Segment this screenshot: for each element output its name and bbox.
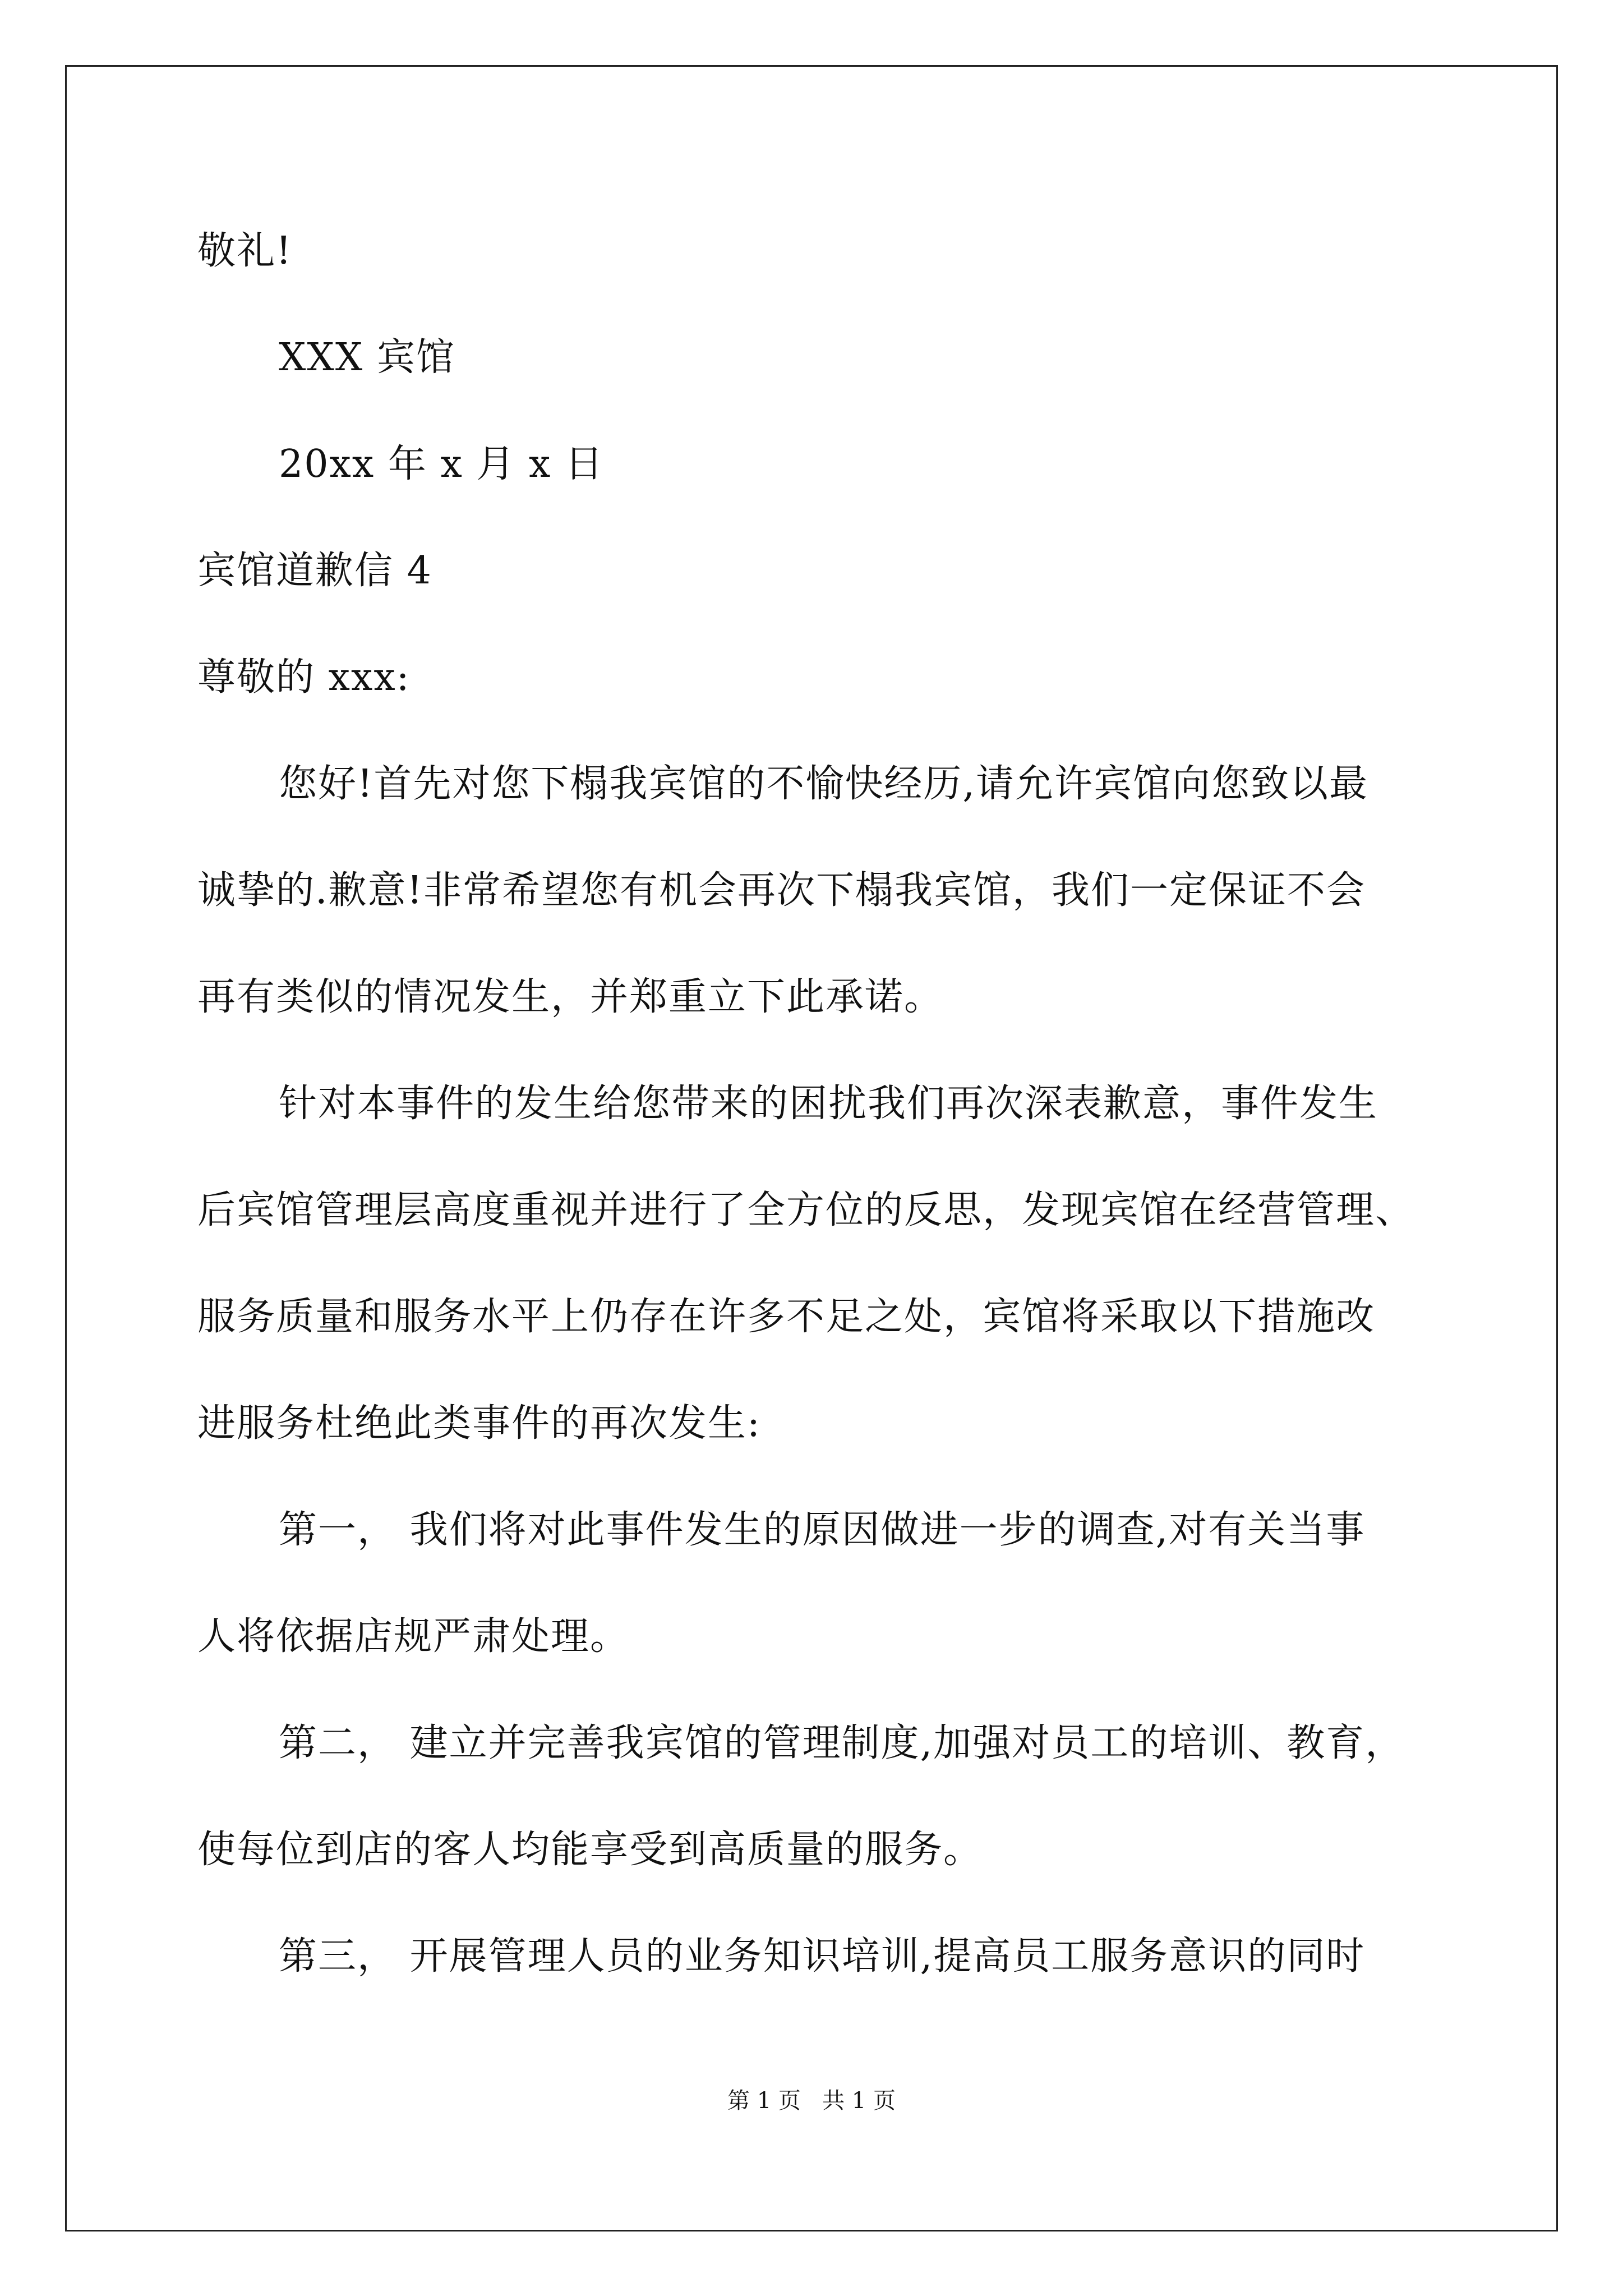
measure-item: 第二， 建立并完善我宾馆的管理制度,加强对员工的培训、教育， xyxy=(279,1721,1405,1765)
body-line: 针对本事件的发生给您带来的困扰我们再次深表歉意，事件发生 xyxy=(279,1082,1378,1126)
closing-salutation: 敬礼! xyxy=(197,229,293,273)
page-border xyxy=(65,65,1558,2231)
body-line: 诚挚的.歉意!非常希望您有机会再次下榻我宾馆，我们一定保证不会 xyxy=(197,868,1366,913)
body-line: 您好!首先对您下榻我宾馆的不愉快经历,请允许宾馆向您致以最 xyxy=(279,762,1368,806)
body-line: 使每位到店的客人均能享受到高质量的服务。 xyxy=(197,1828,983,1872)
body-line: 服务质量和服务水平上仍存在许多不足之处，宾馆将采取以下措施改 xyxy=(197,1295,1376,1339)
greeting: 尊敬的 xxx: xyxy=(197,655,411,700)
letter-title: 宾馆道歉信 4 xyxy=(197,549,432,593)
body-line: 进服务杜绝此类事件的再次发生: xyxy=(197,1401,761,1446)
signature-hotel: XXX 宾馆 xyxy=(279,335,455,380)
body-line: 后宾馆管理层高度重视并进行了全方位的反思，发现宾馆在经营管理、 xyxy=(197,1188,1415,1232)
body-line: 再有类似的情况发生，并郑重立下此承诺。 xyxy=(197,975,944,1019)
signature-date: 20xx 年 x 月 x 日 xyxy=(279,442,605,486)
measure-item: 第一， 我们将对此事件发生的原因做进一步的调查,对有关当事 xyxy=(279,1508,1366,1552)
page-footer: 第 1 页 共 1 页 xyxy=(727,2088,896,2114)
measure-item: 第三， 开展管理人员的业务知识培训,提高员工服务意识的同时 xyxy=(279,1934,1366,1978)
body-line: 人将依据店规严肃处理。 xyxy=(197,1614,630,1659)
